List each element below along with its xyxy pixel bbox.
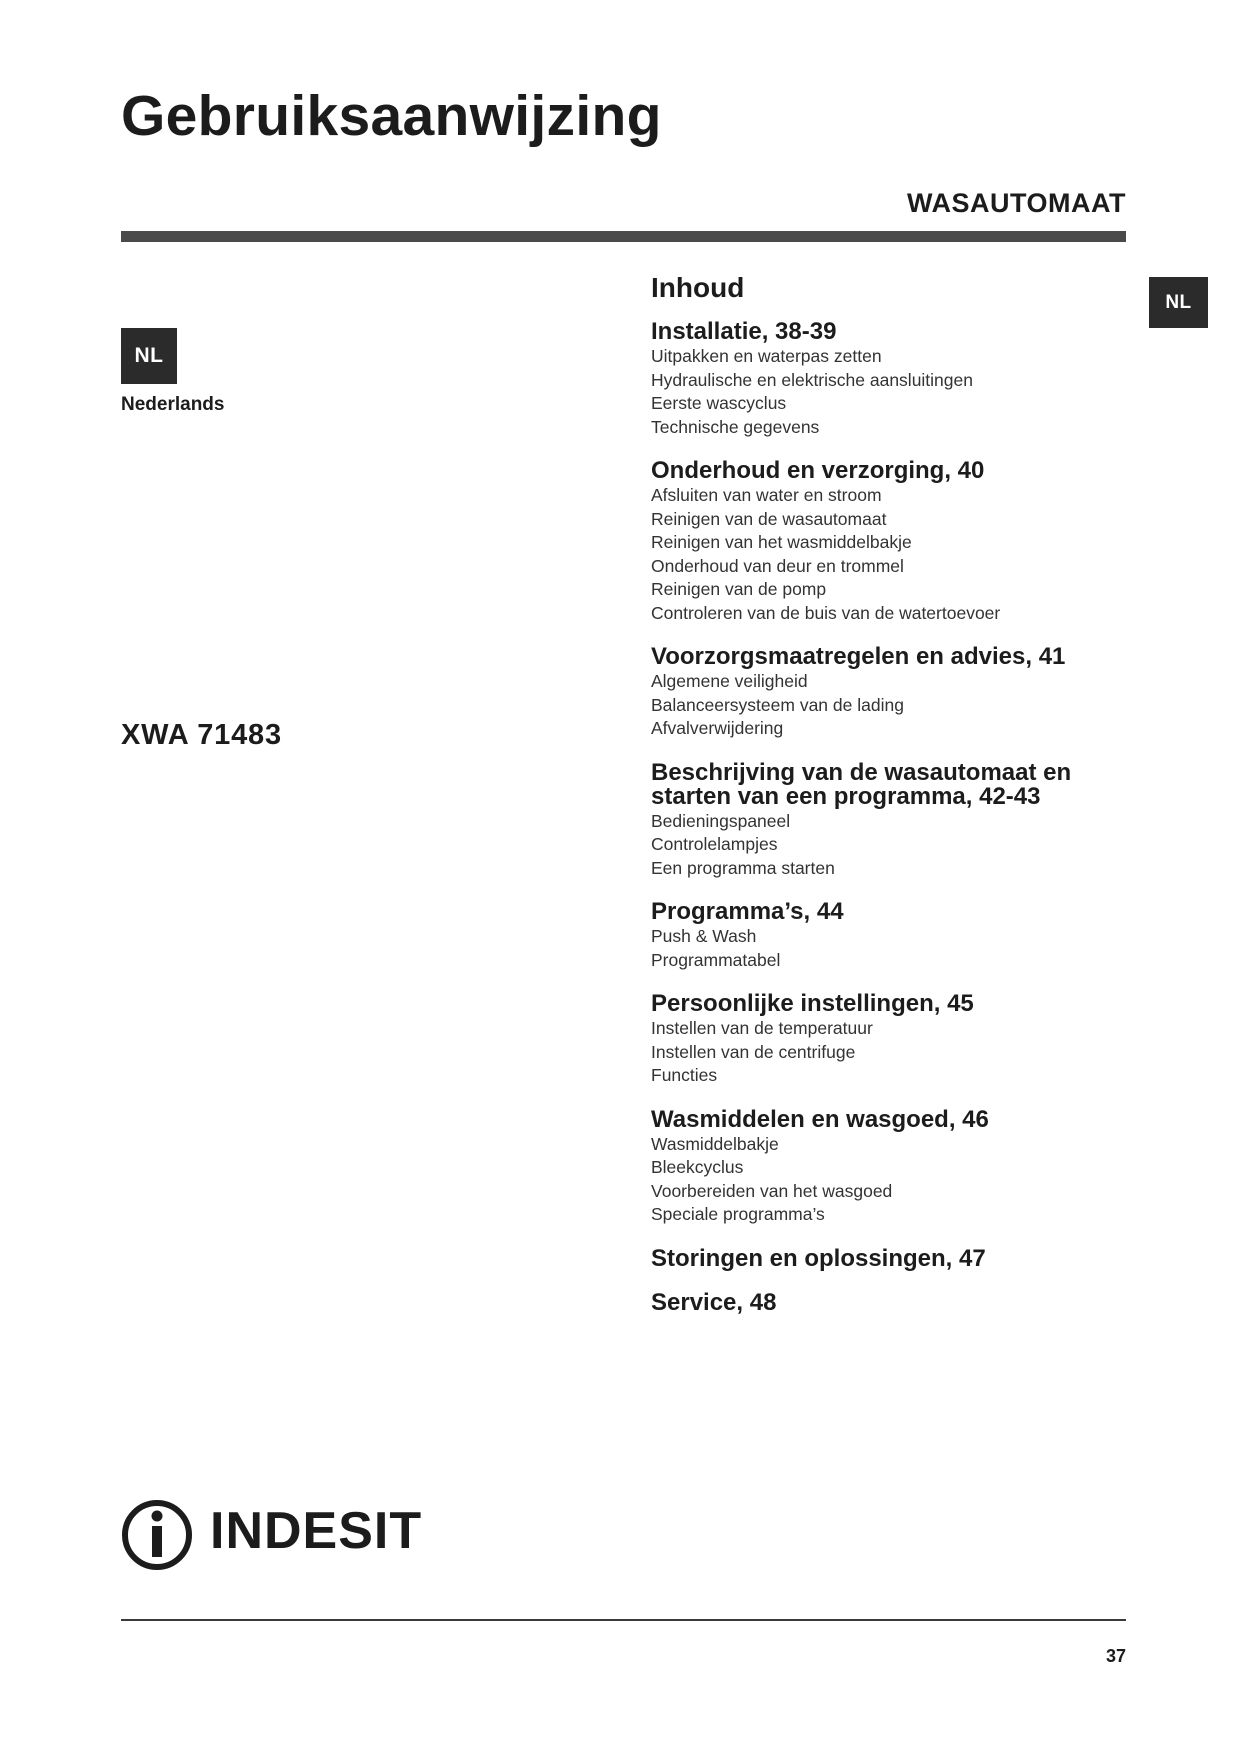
toc-sections — [651, 320, 1131, 1315]
toc-section — [651, 900, 1131, 972]
toc-section-title: Persoonlijke instellingen, 45 — [651, 990, 974, 1018]
toc-item-list — [651, 670, 1131, 741]
toc-item: Push & Wash — [651, 926, 757, 947]
toc-heading: Inhoud — [651, 272, 745, 303]
brand-name: INDESIT — [210, 1502, 423, 1560]
toc-section — [651, 992, 1131, 1088]
toc-section-title: Wasmiddelen en wasgoed, 46 — [651, 1105, 989, 1133]
toc-item: Afvalverwijdering — [651, 718, 784, 739]
toc-item: Algemene veiligheid — [651, 671, 808, 692]
toc-item-list — [651, 484, 1131, 625]
toc-item: Technische gegevens — [651, 416, 820, 437]
toc-item: Balanceersysteem van de lading — [651, 694, 904, 715]
language-name: Nederlands — [121, 394, 225, 415]
toc-item: Bleekcyclus — [651, 1157, 744, 1178]
toc-item-list — [651, 1017, 1131, 1088]
toc-item-list — [651, 1133, 1131, 1227]
toc-item: Instellen van de centrifuge — [651, 1041, 856, 1062]
toc-item: Controleren van de buis van de watertoevoer — [651, 602, 1001, 623]
toc-item: Speciale programma’s — [651, 1204, 825, 1225]
language-side-tab: NL — [1149, 277, 1208, 328]
toc-section — [651, 758, 1131, 881]
toc-section-title: Service, 48 — [651, 1288, 777, 1316]
toc-item-list — [651, 345, 1131, 439]
toc-item: Reinigen van de wasautomaat — [651, 508, 887, 529]
model-number: XWA 71483 — [121, 719, 282, 751]
toc-item-list — [651, 925, 1131, 972]
toc-item: Een programma starten — [651, 857, 835, 878]
toc-item: Instellen van de temperatuur — [651, 1018, 873, 1039]
toc-item: Eerste wascyclus — [651, 393, 787, 414]
toc-section-title: Voorzorgsmaatregelen en advies, 41 — [651, 643, 1066, 671]
toc-item: Afsluiten van water en stroom — [651, 485, 882, 506]
header-divider-bar — [121, 231, 1126, 242]
toc-item: Uitpakken en waterpas zetten — [651, 346, 882, 367]
toc-section-title: Storingen en oplossingen, 47 — [651, 1244, 986, 1272]
toc-item: Onderhoud van deur en trommel — [651, 555, 904, 576]
toc-item: Functies — [651, 1065, 718, 1086]
footer-divider — [121, 1619, 1126, 1621]
toc-item: Wasmiddelbakje — [651, 1133, 779, 1154]
toc-section — [651, 645, 1131, 741]
toc-item: Programmatabel — [651, 949, 781, 970]
table-of-contents — [651, 272, 1131, 1335]
toc-section — [651, 459, 1131, 625]
toc-item: Controlelampjes — [651, 834, 778, 855]
toc-item-list — [651, 810, 1131, 881]
language-badge: NL — [121, 328, 177, 384]
toc-section — [651, 1244, 1131, 1272]
logo-dot — [152, 1511, 163, 1522]
document-title: Gebruiksaanwijzing — [121, 84, 662, 148]
document-type-label: WASAUTOMAAT — [907, 188, 1126, 218]
toc-item: Reinigen van het wasmiddelbakje — [651, 532, 912, 553]
toc-section-title: Programma’s, 44 — [651, 898, 844, 926]
toc-item: Reinigen van de pomp — [651, 579, 827, 600]
page-number: 37 — [1105, 1646, 1126, 1666]
toc-item: Hydraulische en elektrische aansluitingen — [651, 369, 973, 390]
toc-section — [651, 1105, 1131, 1227]
toc-item: Bedieningspaneel — [651, 810, 791, 831]
toc-section — [651, 320, 1131, 439]
toc-section-title: Onderhoud en verzorging, 40 — [651, 457, 985, 485]
logo-stem — [152, 1526, 162, 1557]
toc-section-title: Beschrijving van de wasautomaat en starten van een programma, 42-43 — [651, 758, 1072, 810]
toc-section-title: Installatie, 38-39 — [651, 318, 837, 346]
toc-section — [651, 1288, 1131, 1316]
toc-item: Voorbereiden van het wasgoed — [651, 1180, 893, 1201]
